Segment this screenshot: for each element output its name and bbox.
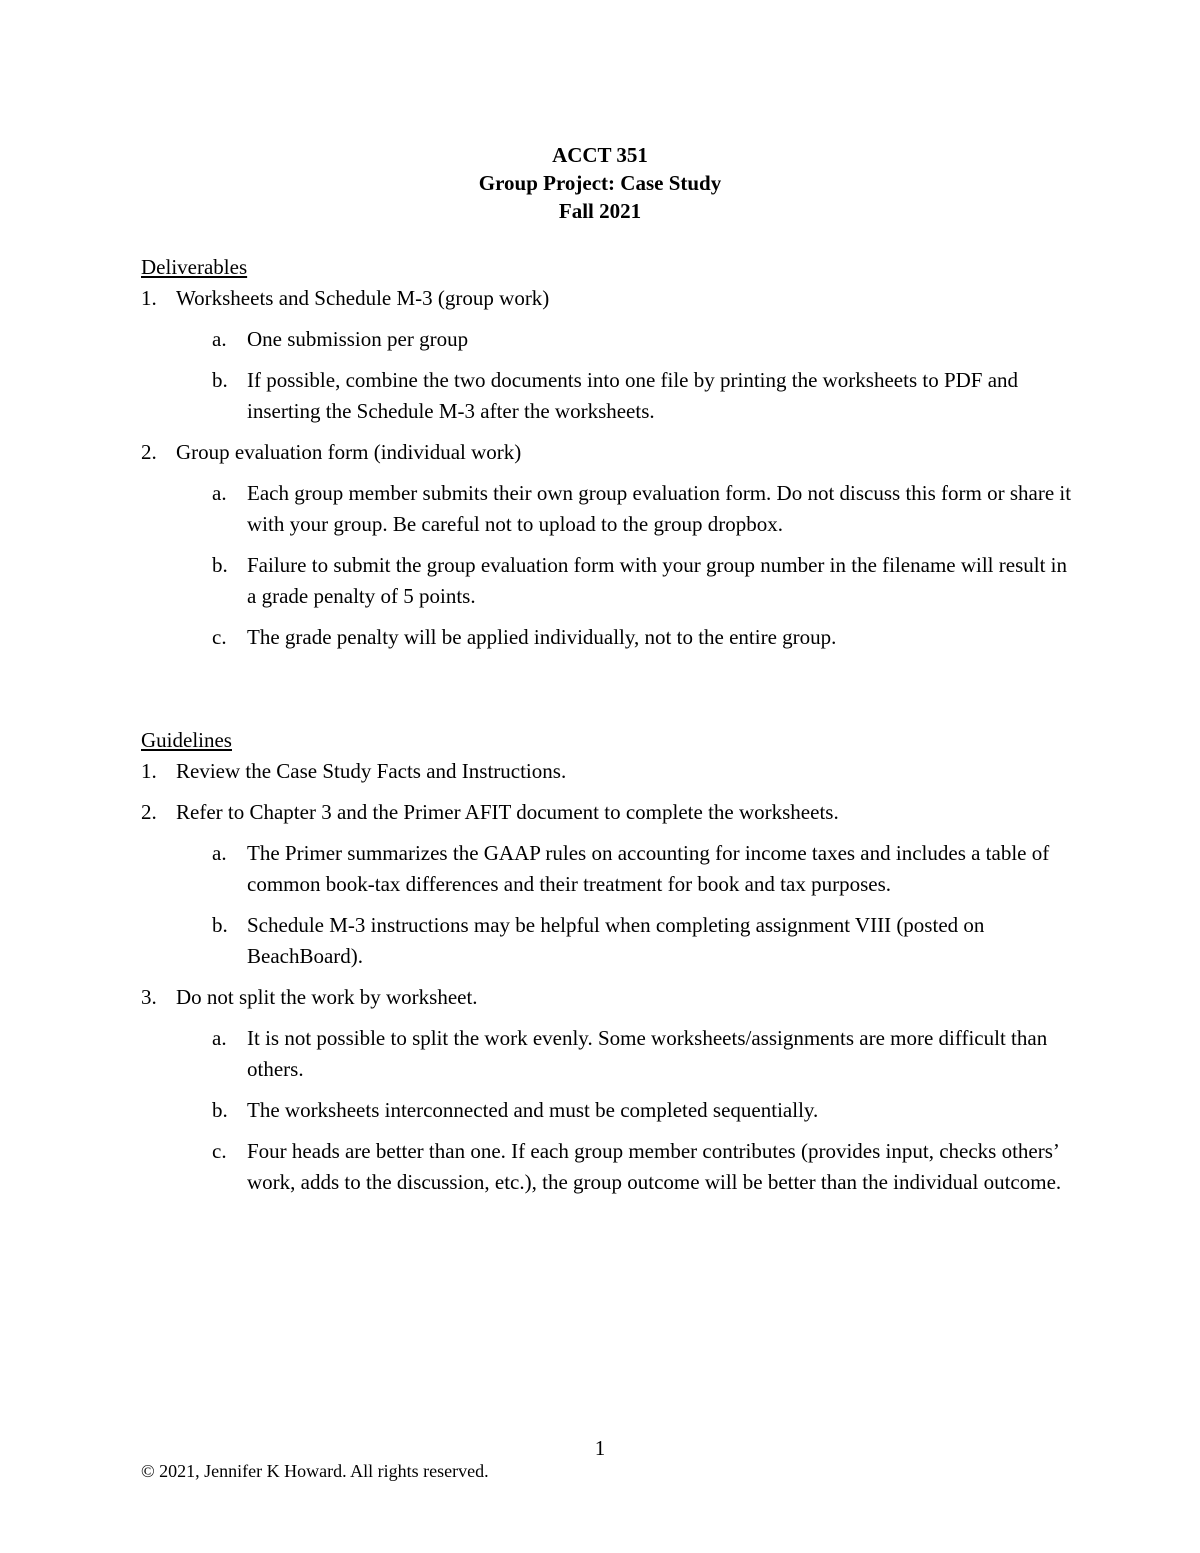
item-number: 3. xyxy=(141,985,157,1009)
item-text: Group evaluation form (individual work) xyxy=(176,440,522,464)
sub-item-text: Four heads are better than one. If each group member contributes (provides input, checks others’ work, adds to the discussion, etc.), the group outcome will be better than the individual outcome. xyxy=(247,1139,1062,1194)
sub-item xyxy=(141,324,1081,355)
deliverable-item xyxy=(141,437,1081,468)
project-title: Group Project: Case Study xyxy=(478,171,722,195)
sub-item-letter: b. xyxy=(212,913,228,937)
sub-list xyxy=(141,324,1081,427)
sub-item xyxy=(141,910,1081,972)
guideline-item xyxy=(141,982,1081,1013)
sub-list xyxy=(141,838,1081,972)
item-text: Worksheets and Schedule M-3 (group work) xyxy=(176,286,550,310)
sub-item xyxy=(141,1136,1081,1198)
sub-list xyxy=(141,1023,1081,1198)
sub-item-letter: b. xyxy=(212,1098,228,1122)
term-title: Fall 2021 xyxy=(558,199,642,223)
sub-item xyxy=(141,365,1081,427)
sub-item-text: One submission per group xyxy=(247,327,469,351)
deliverables-heading: Deliverables xyxy=(141,255,248,279)
sub-item xyxy=(141,1095,1081,1126)
sub-item-text: The Primer summarizes the GAAP rules on accounting for income taxes and includes a table of common book-tax differences and their treatment for book and tax purposes. xyxy=(247,841,1050,896)
sub-item-letter: a. xyxy=(212,327,227,351)
course-title: ACCT 351 xyxy=(552,143,648,167)
item-number: 2. xyxy=(141,800,157,824)
sub-item-letter: a. xyxy=(212,1026,227,1050)
sub-item xyxy=(141,838,1081,900)
item-text: Refer to Chapter 3 and the Primer AFIT document to complete the worksheets. xyxy=(176,800,839,824)
sub-item-text: If possible, combine the two documents into one file by printing the worksheets to PDF and inserting the Schedule M-3 after the worksheets. xyxy=(247,368,1019,423)
sub-item-letter: c. xyxy=(212,1139,227,1163)
sub-item-text: Schedule M-3 instructions may be helpful when completing assignment VIII (posted on BeachBoard). xyxy=(247,913,985,968)
sub-item xyxy=(141,622,1081,653)
guidelines-heading: Guidelines xyxy=(141,728,232,752)
sub-item xyxy=(141,478,1081,540)
sub-item-letter: a. xyxy=(212,481,227,505)
sub-list xyxy=(141,478,1081,653)
title-block xyxy=(0,141,1200,225)
page-number: 1 xyxy=(594,1436,606,1460)
guidelines-section xyxy=(141,725,1081,1208)
guideline-item xyxy=(141,756,1081,787)
guideline-item xyxy=(141,797,1081,828)
sub-item-letter: c. xyxy=(212,625,227,649)
item-number: 1. xyxy=(141,759,157,783)
sub-item-text: Each group member submits their own group evaluation form. Do not discuss this form or share it with your group. Be careful not to upload to the group dropbox. xyxy=(247,481,1072,536)
sub-item-letter: b. xyxy=(212,553,228,577)
sub-item-letter: b. xyxy=(212,368,228,392)
sub-item-text: It is not possible to split the work evenly. Some worksheets/assignments are more difficult than others. xyxy=(247,1026,1048,1081)
deliverable-item xyxy=(141,283,1081,314)
sub-item-letter: a. xyxy=(212,841,227,865)
sub-item-text: The grade penalty will be applied individually, not to the entire group. xyxy=(247,625,837,649)
sub-item xyxy=(141,1023,1081,1085)
item-number: 2. xyxy=(141,440,157,464)
copyright-footer: © 2021, Jennifer K Howard. All rights reserved. xyxy=(141,1461,489,1481)
deliverables-section xyxy=(141,252,1081,663)
sub-item-text: The worksheets interconnected and must be completed sequentially. xyxy=(247,1098,819,1122)
sub-item xyxy=(141,550,1081,612)
item-text: Review the Case Study Facts and Instructions. xyxy=(176,759,567,783)
sub-item-text: Failure to submit the group evaluation form with your group number in the filename will result in a grade penalty of 5 points. xyxy=(247,553,1068,608)
item-number: 1. xyxy=(141,286,157,310)
item-text: Do not split the work by worksheet. xyxy=(176,985,478,1009)
